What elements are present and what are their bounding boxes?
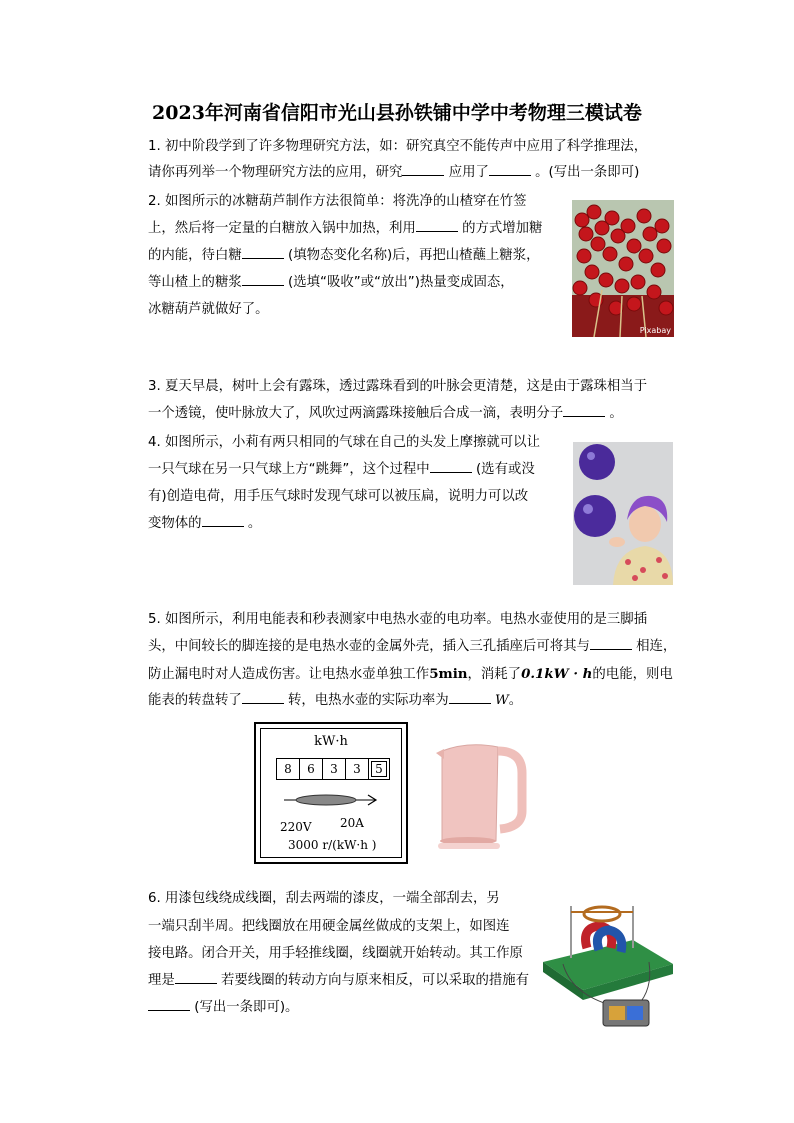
q2-text: 的方式增加糖 <box>462 221 543 236</box>
q1-text: 。(写出一条即可) <box>535 165 640 180</box>
q3-text: 。 <box>609 406 623 421</box>
q6-line-3: 接电路。闭合开关，用手轻推线圈，线圈就开始转动。其工作原 <box>148 946 523 961</box>
q4-text: 一只气球在另一只气球上方“跳舞”，这个过程中 <box>148 462 430 477</box>
q2-text: 上，然后将一定量的白糖放入锅中加热，利用 <box>148 221 416 236</box>
answer-blank[interactable] <box>449 689 491 704</box>
balloons-photo <box>573 442 673 585</box>
meter-digit-row <box>276 758 390 780</box>
answer-blank[interactable] <box>242 689 284 704</box>
photo-watermark: Pixabay <box>639 326 671 335</box>
electric-meter-diagram <box>254 722 408 864</box>
meter-digit: 6 <box>300 759 323 779</box>
q5-unit: W <box>494 693 509 708</box>
answer-blank[interactable] <box>416 217 458 232</box>
q5-text: 的电能，则电 <box>592 667 673 682</box>
meter-digit: 3 <box>346 759 369 779</box>
meter-disc-icon <box>284 792 380 808</box>
q6-line-5 <box>148 995 298 1021</box>
q1-line-1: 1. 初中阶段学到了许多物理研究方法，如：研究真空不能传声中应用了科学推理法， <box>148 139 648 154</box>
q5-text: 能表的转盘转了 <box>148 693 242 708</box>
q3-line-1: 3. 夏天早晨，树叶上会有露珠，透过露珠看到的叶脉会更清楚，这是由于露珠相当于 <box>148 379 648 394</box>
q2-text: (选填“吸收”或“放出”)热量变成固态， <box>288 275 514 290</box>
q5-text: 。 <box>508 693 523 708</box>
q4-line-4 <box>148 511 261 537</box>
q4-line-3: 有)创造电荷，用手压气球时发现气球可以被压扁，说明力可以改 <box>148 489 529 504</box>
q5-text: 相连， <box>636 639 677 654</box>
meter-digit: 8 <box>277 759 300 779</box>
q6-text: 理是 <box>148 973 175 988</box>
q3-text: 一个透镜，使叶脉放大了，风吹过两滴露珠接触后合成一滴，表明分子 <box>148 406 564 421</box>
q4-text: 变物体的 <box>148 516 202 531</box>
q1-line-2 <box>148 160 639 186</box>
q3-line-2 <box>148 401 623 427</box>
q4-line-2 <box>148 457 535 483</box>
meter-digit: 3 <box>323 759 346 779</box>
q1-text: 请你再列举一个物理研究方法的应用，研究 <box>148 165 403 180</box>
answer-blank[interactable] <box>563 402 605 417</box>
q6-text: 若要线圈的转动方向与原来相反，可以采取的措施有 <box>221 973 530 988</box>
answer-blank[interactable] <box>489 161 531 176</box>
q2-text: 等山楂上的糖浆 <box>148 275 242 290</box>
q4-text: 。 <box>247 516 262 531</box>
q6-line-2: 一端只刮半周。把线圈放在用硬金属丝做成的支架上，如图连 <box>148 919 510 934</box>
meter-unit: kW·h <box>314 734 348 749</box>
answer-blank[interactable] <box>175 969 217 984</box>
q6-line-1: 6. 用漆包线绕成线圈，刮去两端的漆皮，一端全部刮去，另 <box>148 891 500 906</box>
q5-line-3 <box>148 661 673 688</box>
meter-digit-cell <box>369 759 389 779</box>
answer-blank[interactable] <box>430 458 472 473</box>
electric-kettle-photo <box>428 737 528 853</box>
q6-text: (写出一条即可)。 <box>194 1000 299 1015</box>
meter-rate: 3000 r/(kW·h ) <box>288 838 377 852</box>
q5-energy: 0.1kW · h <box>521 666 593 682</box>
meter-voltage: 220V <box>280 820 312 834</box>
q5-text: 头，中间较长的脚连接的是电热水壶的金属外壳，插入三孔插座后可将其与 <box>148 639 590 654</box>
q5-text: 防止漏电时对人造成伤害。让电热水壶单独工作 <box>148 667 430 682</box>
q2-line-4 <box>148 270 514 296</box>
q5-time: 5min <box>429 666 468 682</box>
q2-line-1: 2. 如图所示的冰糖葫芦制作方法很简单：将洗净的山楂穿在竹签 <box>148 194 527 209</box>
answer-blank[interactable] <box>402 161 444 176</box>
q4-text: (选有或没 <box>475 462 535 477</box>
q5-line-2 <box>148 634 676 660</box>
candied-haws-photo <box>572 200 674 337</box>
q5-text: 转，电热水壶的实际功率为 <box>288 693 449 708</box>
q6-line-4 <box>148 968 529 994</box>
q2-text: 的内能，待白糖 <box>148 248 242 263</box>
answer-blank[interactable] <box>242 244 284 259</box>
q2-line-5: 冰糖葫芦就做好了。 <box>148 302 269 317</box>
answer-blank[interactable] <box>202 512 244 527</box>
q2-line-3 <box>148 243 539 269</box>
exam-title: 2023年河南省信阳市光山县孙铁铺中学中考物理三模试卷 <box>152 102 642 124</box>
q2-line-2 <box>148 216 542 242</box>
electric-motor-photo <box>541 900 675 1036</box>
q1-text: 应用了 <box>448 165 489 180</box>
answer-blank[interactable] <box>590 635 632 650</box>
q5-text: ，消耗了 <box>467 667 522 682</box>
q5-line-4 <box>148 688 522 714</box>
meter-current: 20A <box>340 816 364 830</box>
q4-line-1: 4. 如图所示，小莉有两只相同的气球在自己的头发上摩擦就可以让 <box>148 435 540 450</box>
q5-line-1: 5. 如图所示，利用电能表和秒表测家中电热水壶的电功率。电热水壶使用的是三脚插 <box>148 612 648 627</box>
meter-digit-decimal: 5 <box>371 761 387 777</box>
q2-text: (填物态变化名称)后，再把山楂蘸上糖浆， <box>288 248 540 263</box>
answer-blank[interactable] <box>148 996 190 1011</box>
answer-blank[interactable] <box>242 271 284 286</box>
